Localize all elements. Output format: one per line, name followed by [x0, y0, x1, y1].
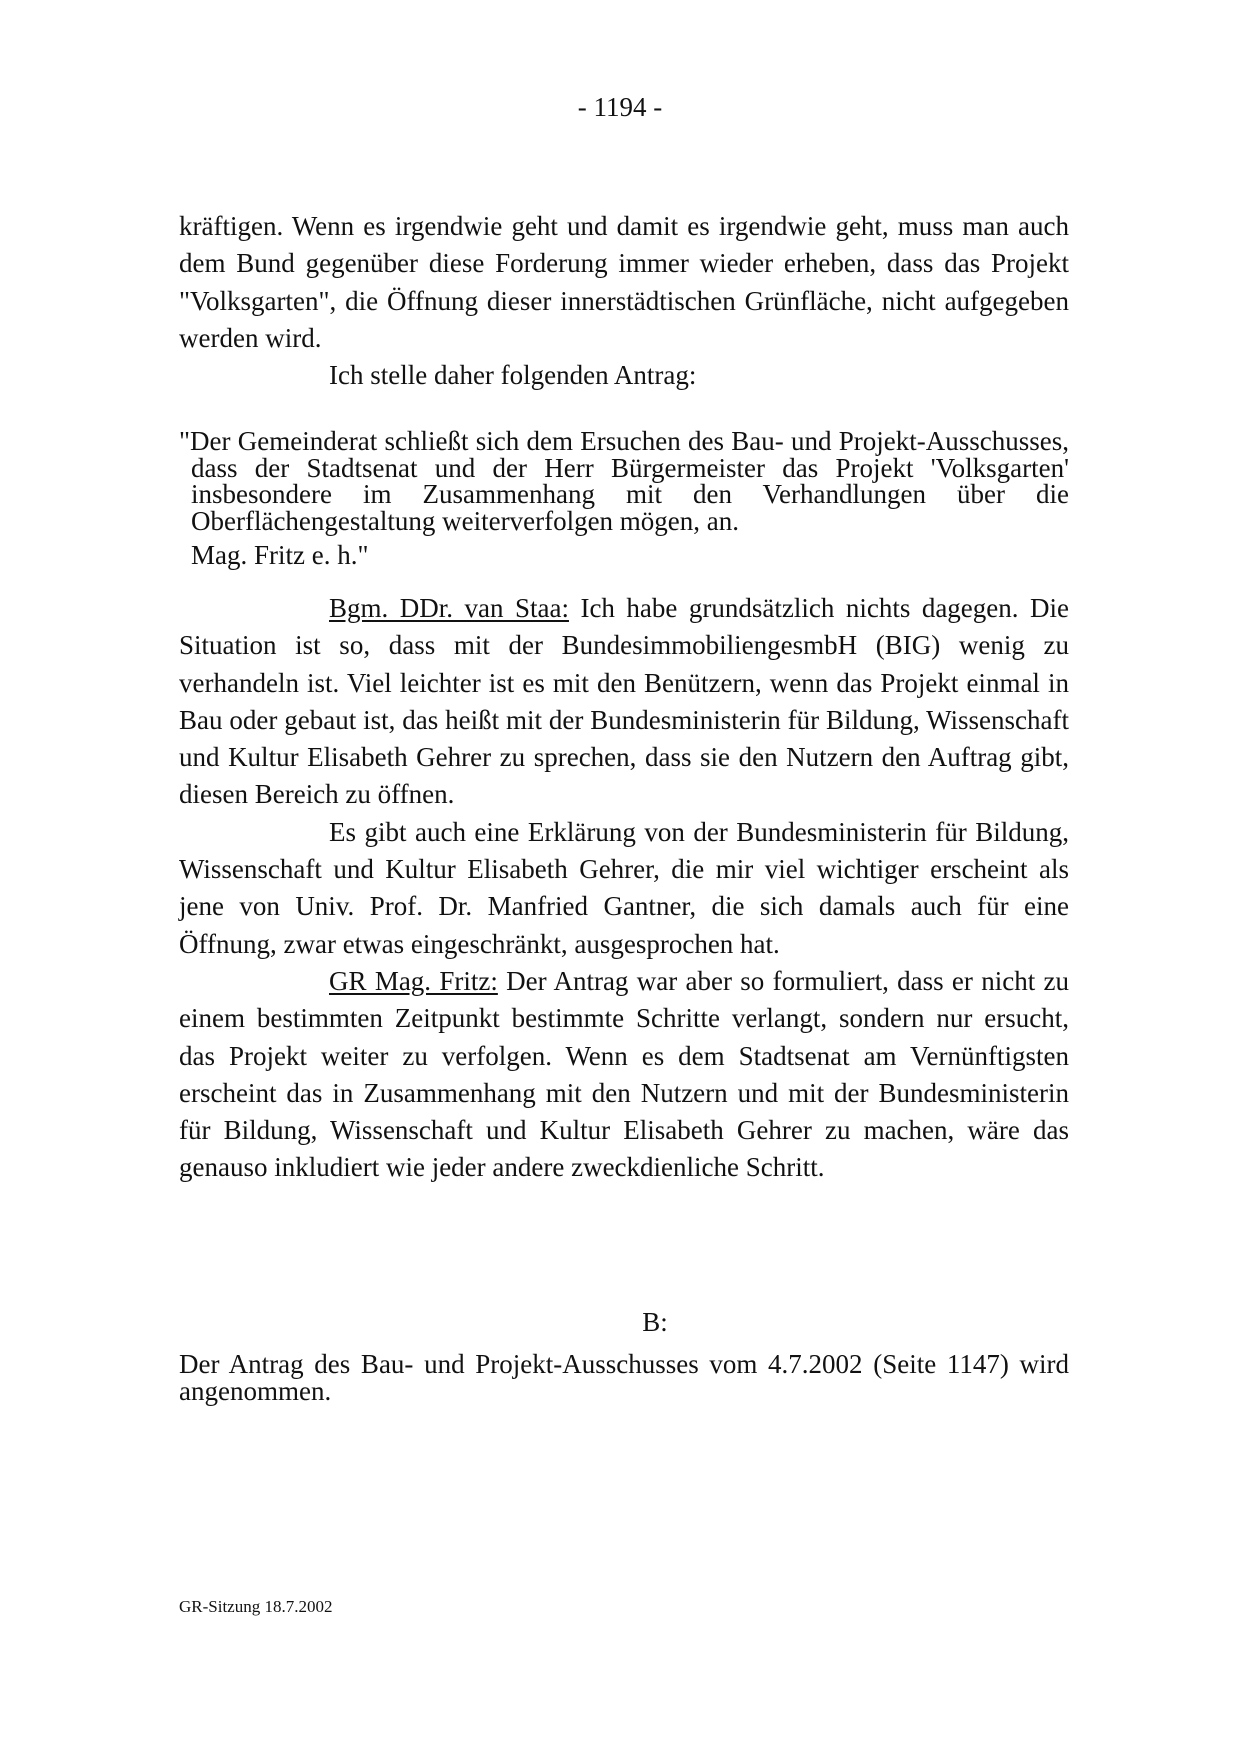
discussion-section — [179, 590, 1069, 1187]
speech-fritz-text: Der Antrag war aber so formuliert, dass er nicht zu einem bestimmten Zeitpunkt bestimmte Schritte verlangt, sondern nur ersucht, das Projekt weiter zu verfolgen. Wenn es dem Stadtsenat am Vernünftigsten erscheint das in Zusammenhang mit den Nutzern und mit der Bundesministerin für Bildung, Wissenschaft und Kultur Elisabeth Gehrer zu machen, wäre das genauso inkludiert wie jeder andere zweckdienliche Schritt. — [179, 965, 1069, 1183]
speaker-name-mayor: Bgm. DDr. van Staa: — [329, 593, 569, 623]
speaker-name-fritz: GR Mag. Fritz: — [329, 965, 498, 996]
motion-block — [179, 428, 1069, 570]
opening-paragraph: kräftigen. Wenn es irgendwie geht und damit es irgendwie geht, muss man auch dem Bund gegenüber diese Forderung immer wieder erheben, dass das Projekt "Volksgarten", die Öffnung dieser innerstädtischen Grünfläche, nicht aufgegeben werden wird. — [179, 211, 1069, 353]
decision-text: Der Antrag des Bau- und Projekt-Ausschusses vom 4.7.2002 (Seite 1147) wird angenommen. — [179, 1349, 1069, 1406]
section-letter: B: — [642, 1307, 668, 1337]
speech-mayor-continuation: Es gibt auch eine Erklärung von der Bundesministerin für Bildung, Wissenschaft und Kultur Elisabeth Gehrer, die mir viel wichtiger erscheint als jene von Univ. Prof. Dr. Manfried Gantner, die sich damals auch für eine Öffnung, zwar etwas eingeschränkt, ausgesprochen hat. — [179, 816, 1069, 959]
speech-fritz — [179, 963, 1069, 1187]
page-number: - 1194 - — [577, 92, 663, 122]
speech-mayor — [179, 590, 1069, 814]
motion-text: "Der Gemeinderat schließt sich dem Ersuchen des Bau- und Projekt-Ausschusses, dass der Stadtsenat und der Herr Bürgermeister das Projekt 'Volksgarten' insbesondere im Zusammenhang mit den Verhandlungen über die Oberflächengestaltung weiterverfolgen mögen, an. — [179, 426, 1069, 536]
speech-mayor-text: Ich habe grundsätzlich nichts dagegen. Die Situation ist so, dass mit der BundesimmobiliengesmbH (BIG) wenig zu verhandeln ist. Viel leichter ist es mit den Benützern, wenn das Projekt einmal in Bau oder gebaut ist, das heißt mit der Bundesministerin für Bildung, Wissenschaft und Kultur Elisabeth Gehrer zu sprechen, dass sie den Nutzern den Auftrag gibt, diesen Bereich zu öffnen. — [179, 593, 1070, 810]
opening-section — [179, 208, 1069, 394]
motion-signature: Mag. Fritz e. h." — [191, 540, 369, 570]
motion-intro: Ich stelle daher folgenden Antrag: — [329, 360, 697, 391]
footer-session-date: GR-Sitzung 18.7.2002 — [179, 1597, 333, 1616]
